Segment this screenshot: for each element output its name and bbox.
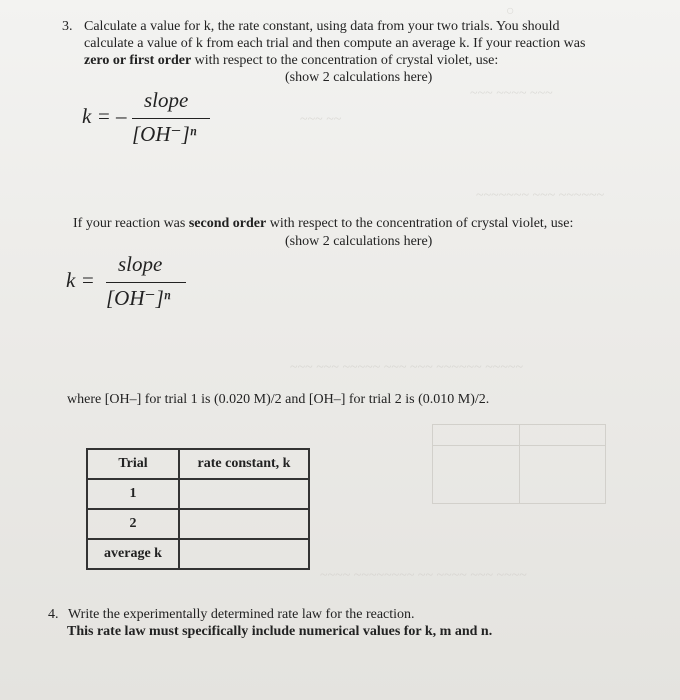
line-3-rest: with respect to the concentration of crystal violet, use:: [191, 53, 499, 68]
table-header-trial: Trial: [87, 449, 179, 479]
question-4: [48, 606, 492, 640]
table-row: [87, 509, 309, 539]
table-cell-rate-constant[interactable]: [179, 509, 309, 539]
hydroxide-concentration-note: where [OH–] for trial 1 is (0.020 M)/2 and [OH–] for trial 2 is (0.010 M)/2.: [67, 392, 490, 407]
question-3-line-2: calculate a value of k from each trial and then compute an average k. If your reaction was: [84, 36, 586, 51]
table-cell-trial: 1: [87, 479, 179, 509]
question-number: 3.: [62, 19, 73, 34]
fraction-bar: [106, 282, 186, 283]
table-cell-trial: 2: [87, 509, 179, 539]
order-emphasis: zero or first order: [84, 53, 192, 68]
show-through-text: ~~~ ~~~~ ~~~: [470, 86, 553, 101]
show-calculations-note: (show 2 calculations here): [285, 70, 433, 85]
question-4-line-1: Write the experimentally determined rate law for the reaction.: [68, 607, 415, 622]
second-order-instruction: If your reaction was second order with respect to the concentration of crystal violet, use:: [73, 216, 574, 231]
order-emphasis: second order: [188, 216, 267, 231]
show-through-table: [432, 424, 606, 504]
show-through-text: ~~~ ~~: [300, 112, 342, 127]
question-3-line-3: [84, 52, 622, 69]
table-cell-trial: average k: [87, 539, 179, 569]
show-through-text: ~~~~~~~ ~~~ ~~~~~~: [476, 188, 605, 203]
table-row: [87, 539, 309, 569]
table-row: [87, 479, 309, 509]
table-header-rate-constant: rate constant, k: [179, 449, 309, 479]
show-through-text: ○: [506, 4, 515, 19]
show-through-text: ~~~ ~~~ ~~~~~ ~~~ ~~~ ~~~~~~ ~~~~~: [290, 360, 524, 375]
rate-constant-formula-first-order: [82, 88, 222, 152]
question-3: [62, 18, 622, 69]
formula-lhs: k = –: [82, 104, 127, 128]
fraction-bar: [132, 118, 210, 119]
table-cell-rate-constant[interactable]: [179, 539, 309, 569]
table-header-row: [87, 449, 309, 479]
formula-denominator: [OH⁻]ⁿ: [106, 286, 171, 310]
show-calculations-note: (show 2 calculations here): [285, 234, 433, 249]
table-cell-rate-constant[interactable]: [179, 479, 309, 509]
formula-lhs: k =: [66, 268, 95, 292]
show-through-text: ~~~~ ~~~~~~~~ ~~ ~~~~ ~~~ ~~~~: [320, 568, 527, 583]
formula-numerator: slope: [118, 252, 163, 276]
question-3-text: [84, 18, 622, 69]
question-3-line-1: Calculate a value for k, the rate constant, using data from your two trials. You should: [84, 19, 560, 34]
formula-denominator: [OH⁻]ⁿ: [132, 122, 197, 146]
rate-constant-table: [86, 448, 310, 570]
question-number: 4.: [48, 607, 59, 622]
rate-constant-formula-second-order: [66, 252, 206, 316]
question-4-line-2: This rate law must specifically include numerical values for k, m and n.: [67, 624, 493, 639]
formula-numerator: slope: [144, 88, 189, 112]
